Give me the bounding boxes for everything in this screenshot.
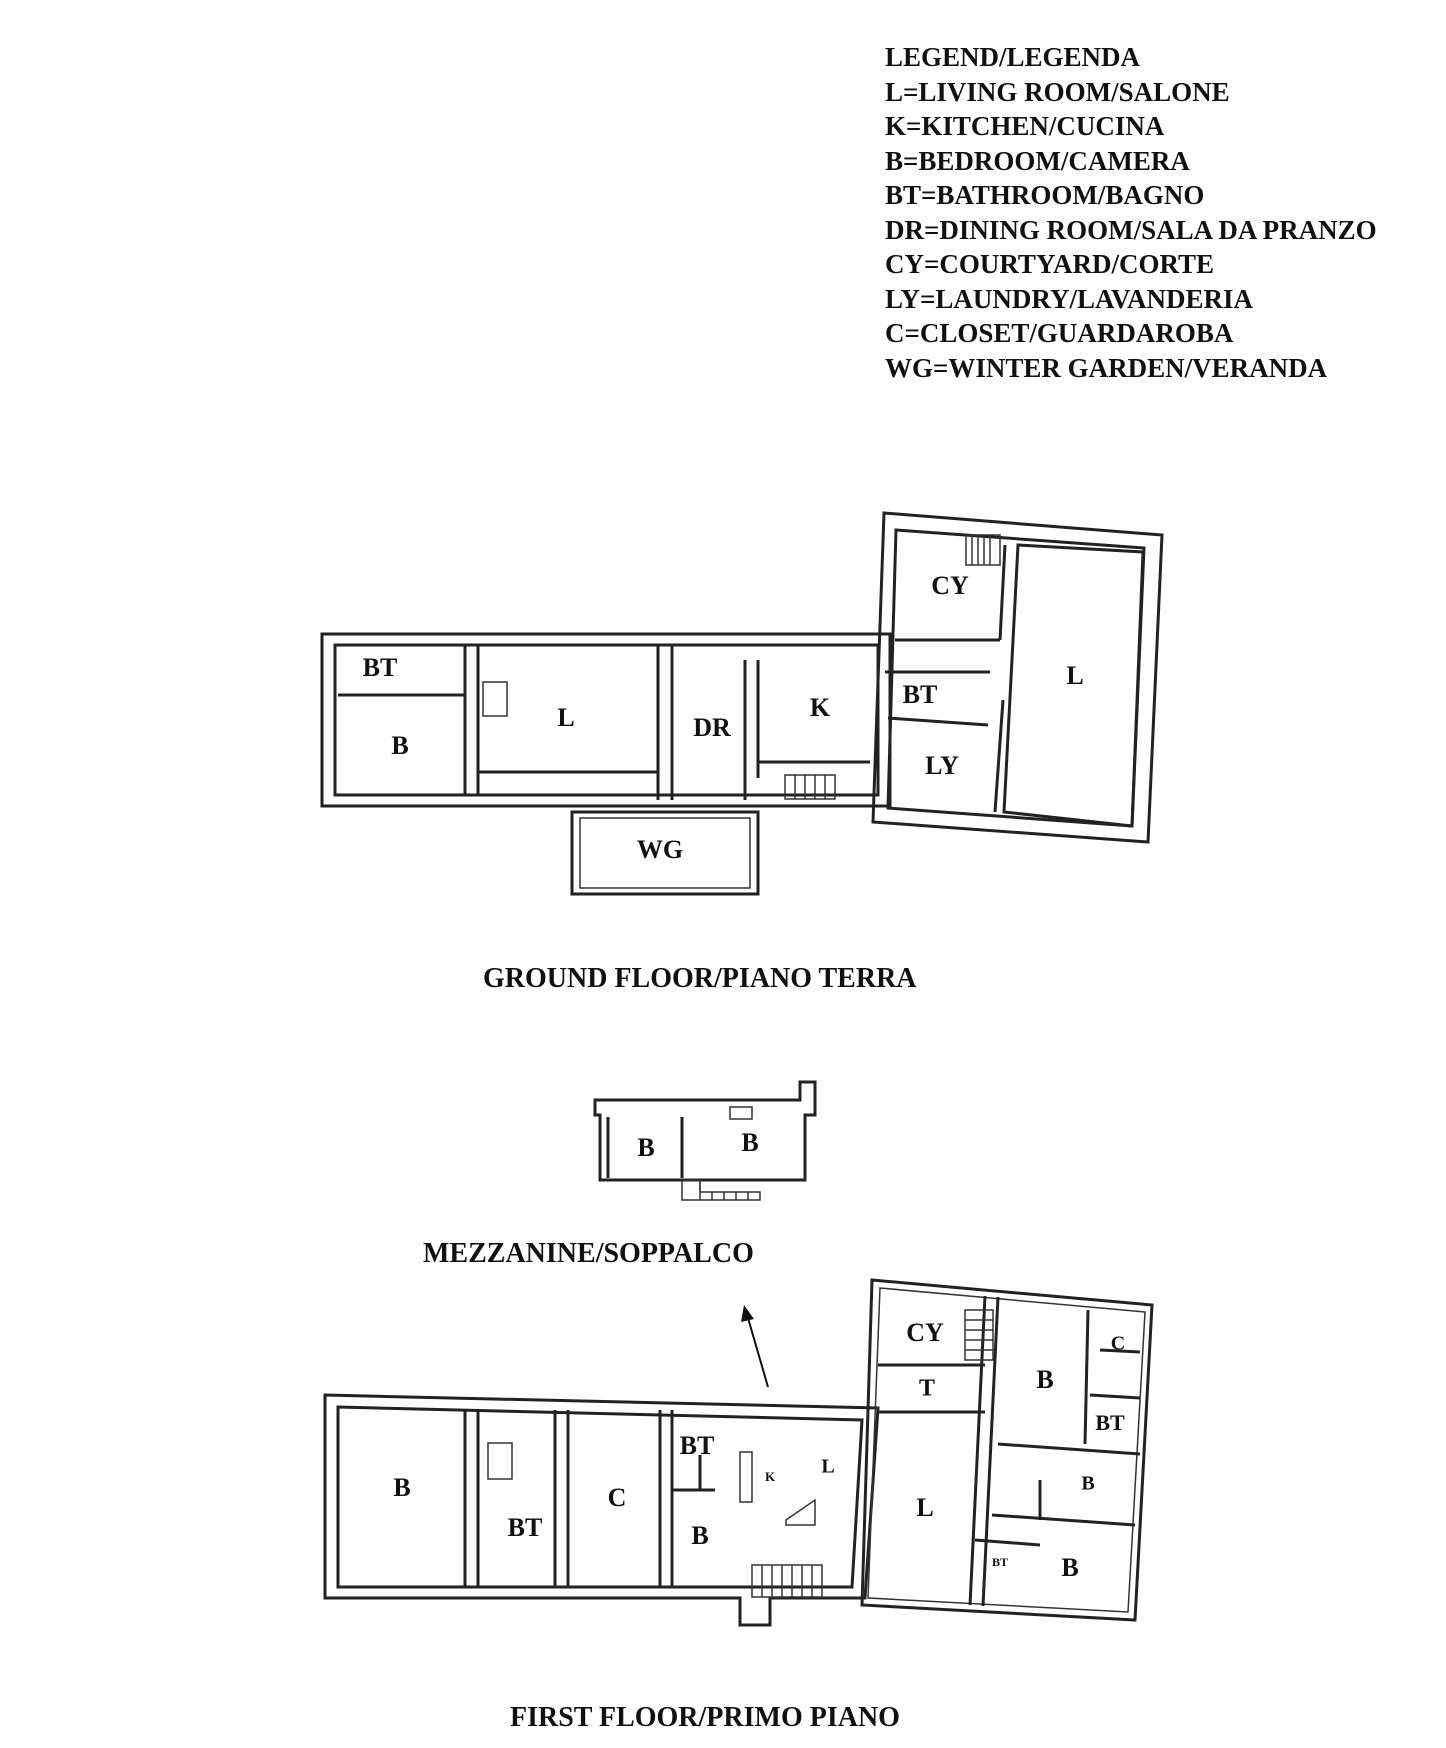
- skylight: [730, 1107, 752, 1119]
- room-label: B: [1061, 1552, 1079, 1582]
- mezzanine-arrow: [741, 1305, 768, 1387]
- room-label: BT: [1095, 1410, 1125, 1436]
- ground-floor-caption: GROUND FLOOR/PIANO TERRA: [483, 963, 917, 994]
- first-floor-stairs: [752, 1500, 822, 1597]
- room-label: L: [821, 1455, 835, 1478]
- room-label: WG: [636, 834, 684, 864]
- wall: [995, 700, 1003, 812]
- wall: [1085, 1310, 1088, 1444]
- kitchen-counter: [740, 1452, 752, 1502]
- room-label: T: [918, 1375, 936, 1402]
- legend-item: L=LIVING ROOM/SALONE: [885, 76, 1230, 107]
- legend-item: LY=LAUNDRY/LAVANDERIA: [885, 283, 1254, 314]
- room-label: BT: [362, 652, 398, 682]
- fireplace: [488, 1443, 512, 1479]
- room-label: B: [393, 1472, 411, 1502]
- mezzanine-wall: [595, 1082, 815, 1180]
- room-label: K: [764, 1468, 776, 1484]
- room-label: B: [637, 1132, 655, 1162]
- room-label: L: [557, 702, 575, 732]
- legend-item: C=CLOSET/GUARDAROBA: [885, 318, 1234, 348]
- fireplace: [483, 682, 507, 716]
- legend-item: B=BEDROOM/CAMERA: [885, 145, 1190, 176]
- first-floor-caption: FIRST FLOOR/PRIMO PIANO: [510, 1702, 900, 1733]
- first-right-stairs: [965, 1310, 993, 1360]
- legend-item: K=KITCHEN/CUCINA: [885, 111, 1165, 141]
- room-label: B: [1081, 1472, 1095, 1495]
- mezzanine-caption: MEZZANINE/SOPPALCO: [423, 1238, 754, 1269]
- room-label: CY: [906, 1317, 944, 1347]
- legend-item: WG=WINTER GARDEN/VERANDA: [885, 352, 1328, 383]
- legend-title: LEGEND/LEGENDA: [885, 42, 1141, 72]
- ground-floor-plan: [322, 513, 1162, 894]
- mezzanine-plan: [595, 1082, 815, 1200]
- room-label: B: [391, 730, 409, 760]
- legend-item: CY=COURTYARD/CORTE: [885, 249, 1215, 279]
- wall: [1090, 1395, 1140, 1398]
- first-left-block-wall: [325, 1395, 878, 1625]
- room-label: B: [691, 1520, 709, 1550]
- wall: [992, 1515, 1135, 1525]
- room-label: BT: [507, 1512, 543, 1542]
- room-label: C: [1110, 1332, 1126, 1355]
- legend-item: BT=BATHROOM/BAGNO: [885, 180, 1205, 210]
- mezzanine-stairs: [682, 1180, 760, 1200]
- room-label: BT: [679, 1430, 715, 1460]
- first-floor-plan: [325, 1280, 1152, 1625]
- room-label: C: [607, 1482, 627, 1512]
- wall: [888, 718, 988, 725]
- legend-item: DR=DINING ROOM/SALA DA PRANZO: [885, 214, 1377, 245]
- room-label: DR: [693, 712, 731, 742]
- room-label: B: [1036, 1364, 1054, 1394]
- room-label: BT: [902, 679, 938, 709]
- room-label: L: [1066, 660, 1084, 690]
- room-label: LY: [925, 750, 959, 780]
- wall: [998, 1444, 1140, 1454]
- room-label: L: [916, 1492, 934, 1522]
- room-label: K: [809, 692, 831, 722]
- first-left-block-inner: [338, 1407, 862, 1587]
- room-label: CY: [931, 570, 969, 600]
- room-label: BT: [991, 1554, 1009, 1569]
- wall: [970, 1296, 985, 1605]
- room-label: B: [741, 1127, 759, 1157]
